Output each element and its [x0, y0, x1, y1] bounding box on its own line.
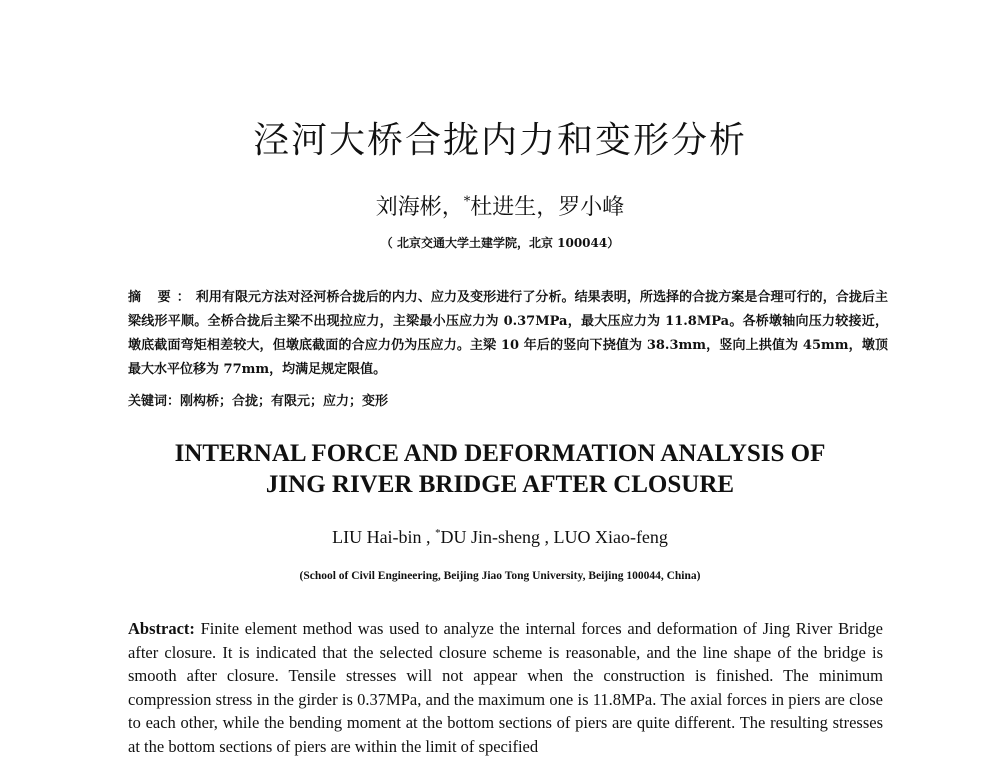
chinese-keywords-label: 关键词：	[128, 394, 181, 409]
english-abstract-text: Finite element method was used to analyze the internal forces and deformation of Jing River Bridge after closure. It is indicated that the selected closure scheme is reasonable, and the line shape of the bridge is smooth after closure. Tensile stresses will not appear when the construction is finished. The minimum compression stress in the girder is 0.37MPa, and the maximum one is 11.8MPa. The axial forces in piers are close to each other, while the bending moment at the bottom sections of piers are quite different. The resulting stresses at the bottom sections of piers are within the limit of specified	[128, 619, 883, 756]
chinese-abstract-label: 摘 要：	[128, 290, 196, 305]
chinese-abstract	[128, 286, 888, 382]
chinese-authors	[0, 190, 1000, 221]
chinese-keywords	[128, 390, 888, 409]
chinese-author-1: 刘海彬，	[375, 195, 464, 220]
english-abstract	[128, 617, 883, 758]
english-authors	[0, 527, 1000, 548]
chinese-affiliation: （ 北京交通大学土建学院，北京 100044）	[380, 236, 620, 250]
chinese-author-2-3: 杜进生，罗小峰	[470, 195, 625, 220]
english-title	[0, 438, 1000, 500]
chinese-keywords-text: 刚构桥；合拢；有限元；应力；变形	[180, 394, 389, 409]
english-abstract-label: Abstract:	[128, 619, 195, 638]
english-title-line-1: INTERNAL FORCE AND DEFORMATION ANALYSIS OF	[174, 440, 826, 467]
english-corresponding-author-mark: *	[435, 527, 441, 539]
english-author-2-3: DU Jin-sheng , LUO Xiao-feng	[440, 527, 668, 547]
english-title-line-2: JING RIVER BRIDGE AFTER CLOSURE	[265, 471, 735, 498]
chinese-title: 泾河大桥合拢内力和变形分析	[252, 120, 747, 161]
english-author-1: LIU Hai-bin ,	[332, 527, 436, 547]
chinese-abstract-text: 利用有限元方法对泾河桥合拢后的内力、应力及变形进行了分析。结果表明，所选择的合拢方案是合理可行的，合拢后主梁线形平顺。全桥合拢后主梁不出现拉应力，主梁最小压应力为 0.37MPa，最大压应力为 11.8MPa。各桥墩轴向压力较接近，墩底截面弯矩相差较大，但墩底截面的合应力仍为压应力。主梁 10 年后的竖向下挠值为 38.3mm，竖向上拱值为 45mm，墩顶最大水平位移为 77mm，均满足规定限值。	[128, 290, 888, 377]
english-affiliation: (School of Civil Engineering, Beijing Jiao Tong University, Beijing 100044, China)	[299, 570, 701, 582]
corresponding-author-mark: *	[463, 194, 471, 210]
